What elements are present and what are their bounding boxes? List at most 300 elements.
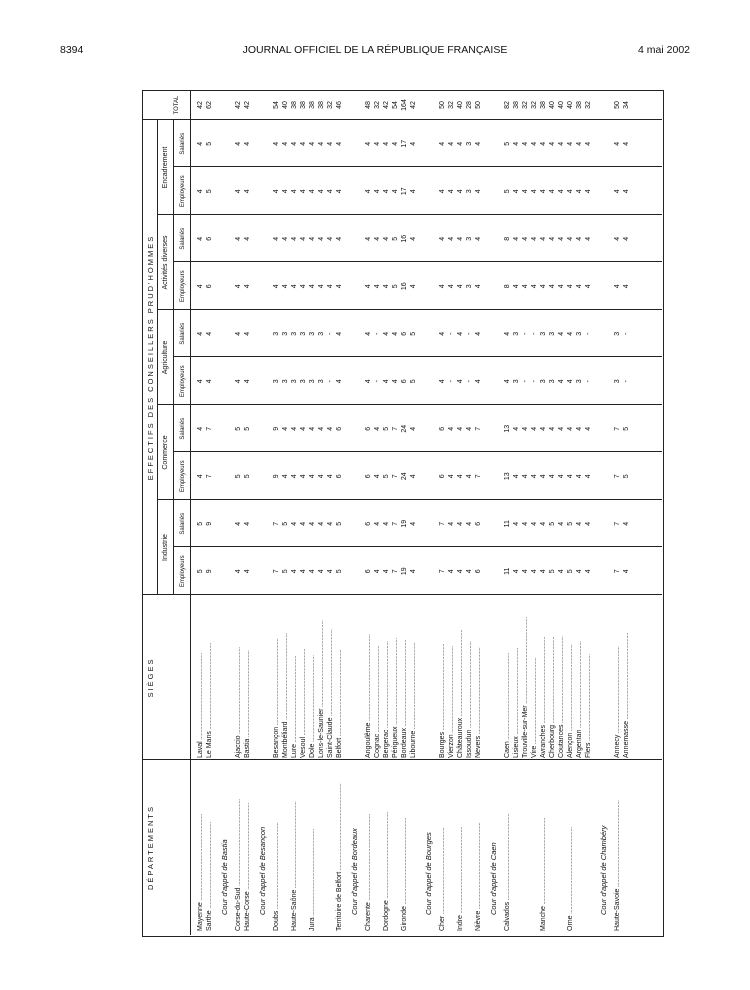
leader-dots: ............................................................ [457, 826, 464, 916]
leader-dots: ............................................................ [244, 650, 251, 739]
value-cell: 16 [401, 282, 408, 291]
total-cell: 50 [614, 101, 621, 109]
value-cell: 4 [513, 569, 520, 574]
value-cell: 4 [291, 189, 298, 194]
departement-name: Calvados [504, 901, 511, 931]
value-cell: 4 [410, 521, 417, 526]
leader-dots: ............................................................ [206, 822, 213, 911]
table-row [584, 90, 594, 935]
siege-name: Cherbourg [549, 724, 556, 758]
value-cell: 4 [504, 379, 511, 384]
value-cell: 4 [439, 236, 446, 241]
leader-dots: ............................................................ [244, 803, 251, 892]
value-cell: 4 [475, 379, 482, 384]
total-cell: 38 [576, 101, 583, 109]
col-sieges: SIÈGES [146, 657, 155, 698]
value-cell: 4 [392, 141, 399, 146]
total-cell: 50 [475, 101, 482, 109]
value-cell: - [448, 380, 455, 383]
value-cell: - [327, 332, 334, 335]
value-cell: - [448, 332, 455, 335]
value-cell: 4 [410, 474, 417, 479]
value-cell: 6 [336, 474, 343, 479]
siege-cell [335, 598, 345, 758]
value-cell: 4 [448, 284, 455, 289]
court-name: Cour d'appel de Bastia [220, 839, 229, 915]
departement-name: Mayenne [197, 902, 204, 931]
value-cell: 9 [206, 521, 213, 526]
value-cell: 5 [549, 521, 556, 526]
value-cell: 4 [558, 331, 565, 336]
siege-name: Saint-Claude [327, 717, 334, 758]
value-cell: 4 [457, 426, 464, 431]
value-cell: 7 [273, 569, 280, 574]
value-cell: 4 [244, 331, 251, 336]
value-cell: 4 [318, 426, 325, 431]
value-cell: 4 [540, 284, 547, 289]
total-cell: 54 [392, 101, 399, 109]
value-cell: 5 [235, 426, 242, 431]
value-cell: - [531, 380, 538, 383]
siege-name: Cognac [374, 733, 381, 758]
leader-dots: ............................................................ [309, 655, 316, 744]
value-cell: 4 [513, 521, 520, 526]
value-cell: 4 [318, 236, 325, 241]
value-cell: 7 [392, 474, 399, 479]
total-cell: 40 [558, 101, 565, 109]
siege-name: Trouville-sur-Mer [522, 705, 529, 758]
value-cell: 3 [309, 379, 316, 384]
value-cell: 4 [549, 236, 556, 241]
group-header: Encadrement [162, 146, 169, 189]
siege-name: Vire [531, 745, 538, 758]
value-cell: 4 [576, 236, 583, 241]
departement-name: Manche [540, 906, 547, 931]
value-cell: 6 [336, 426, 343, 431]
value-cell: 4 [235, 379, 242, 384]
total-cell: 40 [457, 101, 464, 109]
rotated-table [142, 90, 662, 935]
siege-cell [584, 598, 594, 758]
departement-name: Indre [457, 915, 464, 931]
value-cell: 4 [531, 236, 538, 241]
leader-dots: ............................................................ [558, 636, 565, 725]
leader-dots: ............................................................ [392, 638, 399, 727]
value-cell: 4 [374, 474, 381, 479]
leader-dots: ............................................................ [567, 644, 574, 733]
value-cell: 4 [327, 569, 334, 574]
value-cell: 4 [623, 141, 630, 146]
value-cell: 4 [522, 141, 529, 146]
value-cell: 3 [318, 331, 325, 336]
departement-name: Territoire de Belfort [336, 871, 343, 931]
value-cell: 4 [439, 331, 446, 336]
leader-dots: ............................................................ [540, 817, 547, 907]
value-cell: 4 [466, 426, 473, 431]
value-cell: 4 [291, 521, 298, 526]
siege-name: Lons-le-Saunier [318, 708, 325, 758]
value-cell: 4 [365, 331, 372, 336]
value-cell: 4 [336, 331, 343, 336]
value-cell: 4 [448, 521, 455, 526]
court-heading [599, 90, 609, 935]
value-cell: 4 [300, 569, 307, 574]
value-cell: 19 [401, 567, 408, 576]
value-cell: 4 [309, 189, 316, 194]
value-cell: 3 [273, 331, 280, 336]
total-cell: 32 [531, 101, 538, 109]
journal-title: JOURNAL OFFICIEL DE LA RÉPUBLIQUE FRANÇAISE [242, 44, 508, 56]
value-cell: 3 [614, 379, 621, 384]
value-cell: 4 [383, 284, 390, 289]
leader-dots: ............................................................ [576, 641, 583, 730]
value-cell: 4 [235, 284, 242, 289]
value-cell: 3 [291, 331, 298, 336]
value-cell: 4 [457, 474, 464, 479]
siege-name: Belfort [336, 737, 343, 758]
value-cell: 4 [197, 236, 204, 241]
value-cell: 7 [614, 474, 621, 479]
value-cell: 11 [504, 567, 511, 575]
value-cell: 8 [504, 236, 511, 241]
total-cell: 62 [206, 101, 213, 109]
leader-dots: ............................................................ [374, 645, 381, 734]
value-cell: 5 [206, 141, 213, 146]
siege-name: Argentan [576, 729, 583, 758]
value-cell: 3 [273, 379, 280, 384]
leader-dots: ............................................................ [291, 655, 298, 744]
value-cell: 4 [439, 379, 446, 384]
value-cell: 4 [365, 141, 372, 146]
value-cell: 4 [540, 189, 547, 194]
value-cell: 4 [540, 141, 547, 146]
total-cell: 54 [273, 101, 280, 109]
value-cell: 3 [549, 379, 556, 384]
value-cell: 4 [336, 379, 343, 384]
value-cell: 4 [365, 189, 372, 194]
value-cell: 4 [327, 474, 334, 479]
value-cell: - [585, 380, 592, 383]
total-cell: 28 [466, 101, 473, 109]
value-cell: 4 [383, 331, 390, 336]
value-cell: 4 [448, 141, 455, 146]
value-cell: 4 [623, 284, 630, 289]
departement-name: Sarthe [206, 910, 213, 931]
value-cell: 4 [235, 331, 242, 336]
siege-name: Montbéliard [282, 721, 289, 758]
value-cell: 4 [567, 426, 574, 431]
value-cell: 6 [401, 331, 408, 336]
court-heading [424, 90, 434, 935]
value-cell: 3 [300, 379, 307, 384]
total-cell: 42 [244, 101, 251, 109]
departement-cell [335, 771, 345, 931]
value-cell: 4 [235, 521, 242, 526]
value-cell: 3 [466, 284, 473, 289]
value-cell: 4 [475, 236, 482, 241]
siege-name: Coutances [558, 724, 565, 758]
value-cell: 4 [522, 474, 529, 479]
value-cell: 4 [235, 141, 242, 146]
court-name: Cour d'appel de Bordeaux [350, 828, 359, 915]
value-cell: 5 [282, 521, 289, 526]
sub-header-salaries: Salariés [180, 322, 186, 345]
value-cell: 4 [448, 236, 455, 241]
value-cell: 4 [365, 379, 372, 384]
value-cell: 7 [439, 521, 446, 526]
value-cell: 4 [291, 474, 298, 479]
value-cell: - [327, 380, 334, 383]
leader-dots: ............................................................ [623, 632, 630, 722]
value-cell: 4 [365, 284, 372, 289]
value-cell: 4 [567, 331, 574, 336]
value-cell: 4 [300, 426, 307, 431]
value-cell: 3 [300, 331, 307, 336]
siege-cell [409, 598, 419, 758]
value-cell: 3 [318, 379, 325, 384]
value-cell: 4 [309, 284, 316, 289]
value-cell: 4 [567, 284, 574, 289]
value-cell: 4 [383, 141, 390, 146]
value-cell: 3 [466, 236, 473, 241]
leader-dots: ............................................................ [291, 801, 298, 890]
value-cell: 4 [282, 189, 289, 194]
value-cell: 5 [410, 379, 417, 384]
value-cell: 7 [273, 521, 280, 526]
sub-header-employeurs: Employeurs [180, 460, 186, 493]
value-cell: 17 [401, 139, 408, 148]
value-cell: 4 [336, 189, 343, 194]
departement-cell [205, 771, 215, 931]
departement-name: Haute-Saône [291, 889, 298, 931]
total-cell: 34 [623, 101, 630, 109]
value-cell: 4 [309, 474, 316, 479]
value-cell: 6 [365, 569, 372, 574]
siege-name: Issoudun [466, 729, 473, 758]
leader-dots: ............................................................ [383, 812, 390, 901]
value-cell: 4 [585, 141, 592, 146]
value-cell: 4 [466, 569, 473, 574]
value-cell: 4 [309, 569, 316, 574]
leader-dots: ............................................................ [336, 649, 343, 738]
siege-name: Dole [309, 743, 316, 758]
value-cell: 5 [336, 569, 343, 574]
value-cell: 5 [504, 141, 511, 146]
value-cell: 6 [475, 569, 482, 574]
value-cell: 5 [206, 189, 213, 194]
value-cell: 4 [309, 236, 316, 241]
value-cell: 4 [567, 474, 574, 479]
value-cell: 4 [540, 474, 547, 479]
value-cell: 4 [374, 284, 381, 289]
value-cell: 4 [410, 236, 417, 241]
value-cell: 4 [383, 379, 390, 384]
departement-name: Cher [439, 915, 446, 931]
value-cell: 6 [206, 284, 213, 289]
value-cell: 4 [374, 426, 381, 431]
value-cell: 4 [513, 141, 520, 146]
leader-dots: ............................................................ [197, 653, 204, 742]
value-cell: 4 [522, 189, 529, 194]
total-cell: 46 [336, 101, 343, 109]
leader-dots: ............................................................ [327, 629, 334, 718]
value-cell: 4 [300, 189, 307, 194]
value-cell: - [623, 332, 630, 335]
value-cell: 3 [466, 141, 473, 146]
value-cell: 4 [623, 236, 630, 241]
siege-cell [205, 598, 215, 758]
leader-dots: ............................................................ [235, 647, 242, 736]
siege-cell [474, 598, 484, 758]
value-cell: 4 [549, 189, 556, 194]
court-heading [220, 90, 230, 935]
grid-line [190, 90, 191, 935]
value-cell: 4 [327, 189, 334, 194]
value-cell: 4 [558, 141, 565, 146]
value-cell: 6 [475, 521, 482, 526]
value-cell: 4 [327, 521, 334, 526]
value-cell: 4 [457, 236, 464, 241]
value-cell: 4 [448, 189, 455, 194]
total-cell: 32 [585, 101, 592, 109]
total-cell: 42 [197, 101, 204, 109]
value-cell: 4 [244, 521, 251, 526]
value-cell: 7 [392, 521, 399, 526]
court-heading [258, 90, 268, 935]
value-cell: 4 [410, 189, 417, 194]
value-cell: 5 [197, 521, 204, 526]
departement-name: Dordogne [383, 900, 390, 931]
total-cell: 32 [448, 101, 455, 109]
siege-name: Annemasse [623, 721, 630, 758]
value-cell: 4 [513, 284, 520, 289]
value-cell: 4 [336, 236, 343, 241]
value-cell: 7 [206, 426, 213, 431]
total-cell: 42 [235, 101, 242, 109]
siege-name: Le Mans [206, 731, 213, 758]
court-name: Cour d'appel de Chambéry [599, 825, 608, 915]
value-cell: 4 [540, 426, 547, 431]
value-cell: 4 [300, 284, 307, 289]
value-cell: 4 [244, 236, 251, 241]
value-cell: 4 [457, 189, 464, 194]
value-cell: 4 [410, 426, 417, 431]
value-cell: 6 [401, 379, 408, 384]
group-header: Activités diverses [162, 235, 169, 290]
value-cell: 4 [273, 189, 280, 194]
value-cell: 3 [282, 331, 289, 336]
value-cell: 4 [374, 141, 381, 146]
siege-name: Alençon [567, 732, 574, 758]
value-cell: 4 [522, 569, 529, 574]
value-cell: 4 [448, 426, 455, 431]
value-cell: 4 [235, 189, 242, 194]
value-cell: 13 [504, 424, 511, 433]
value-cell: 4 [318, 521, 325, 526]
value-cell: 3 [466, 189, 473, 194]
value-cell: 4 [531, 141, 538, 146]
leader-dots: ............................................................ [531, 657, 538, 746]
value-cell: 5 [282, 569, 289, 574]
value-cell: 4 [558, 236, 565, 241]
departement-cell [474, 771, 484, 931]
siege-name: Châteauroux [457, 717, 464, 758]
value-cell: 13 [504, 472, 511, 481]
value-cell: 4 [309, 521, 316, 526]
value-cell: 4 [614, 236, 621, 241]
value-cell: 4 [300, 236, 307, 241]
value-cell: 4 [531, 189, 538, 194]
sub-header-salaries: Salariés [180, 227, 186, 250]
siege-name: Vierzon [448, 734, 455, 758]
table-row [205, 90, 215, 935]
leader-dots: ............................................................ [585, 654, 592, 743]
value-cell: 4 [410, 284, 417, 289]
value-cell: 4 [504, 331, 511, 336]
leader-dots: ............................................................ [336, 783, 343, 872]
value-cell: 4 [282, 284, 289, 289]
value-cell: 5 [235, 474, 242, 479]
sub-header-salaries: Salariés [180, 132, 186, 155]
value-cell: 4 [291, 284, 298, 289]
siege-name: Périgueux [392, 726, 399, 758]
total-cell: 38 [318, 101, 325, 109]
value-cell: 4 [327, 284, 334, 289]
leader-dots: ............................................................ [614, 800, 621, 889]
value-cell: 4 [475, 331, 482, 336]
court-heading [350, 90, 360, 935]
value-cell: 4 [466, 474, 473, 479]
value-cell: 4 [558, 379, 565, 384]
total-cell: 38 [300, 101, 307, 109]
leader-dots: ............................................................ [448, 646, 455, 735]
value-cell: 4 [365, 236, 372, 241]
value-cell: 4 [531, 474, 538, 479]
departement-cell [243, 771, 253, 931]
value-cell: 4 [576, 141, 583, 146]
value-cell: 4 [336, 284, 343, 289]
value-cell: 4 [475, 141, 482, 146]
value-cell: 3 [540, 379, 547, 384]
court-name: Cour d'appel de Caen [489, 842, 498, 915]
value-cell: 4 [374, 236, 381, 241]
departement-name: Charente [365, 902, 372, 931]
value-cell: 5 [504, 189, 511, 194]
value-cell: 5 [623, 474, 630, 479]
leader-dots: ............................................................ [235, 799, 242, 888]
value-cell: 4 [549, 474, 556, 479]
value-cell: 8 [504, 284, 511, 289]
leader-dots: ............................................................ [466, 641, 473, 730]
value-cell: 4 [567, 236, 574, 241]
value-cell: 4 [197, 426, 204, 431]
leader-dots: ............................................................ [365, 634, 372, 723]
value-cell: 4 [197, 284, 204, 289]
value-cell: 24 [401, 424, 408, 433]
value-cell: 6 [439, 426, 446, 431]
court-name: Cour d'appel de Bourges [424, 832, 433, 915]
leader-dots: ............................................................ [513, 648, 520, 737]
value-cell: 11 [504, 520, 511, 528]
value-cell: 4 [383, 569, 390, 574]
value-cell: 6 [365, 521, 372, 526]
siege-name: Bordeaux [401, 728, 408, 758]
value-cell: 3 [549, 331, 556, 336]
value-cell: 4 [531, 284, 538, 289]
value-cell: 3 [309, 331, 316, 336]
leader-dots: ............................................................ [439, 827, 446, 916]
value-cell: 4 [197, 331, 204, 336]
